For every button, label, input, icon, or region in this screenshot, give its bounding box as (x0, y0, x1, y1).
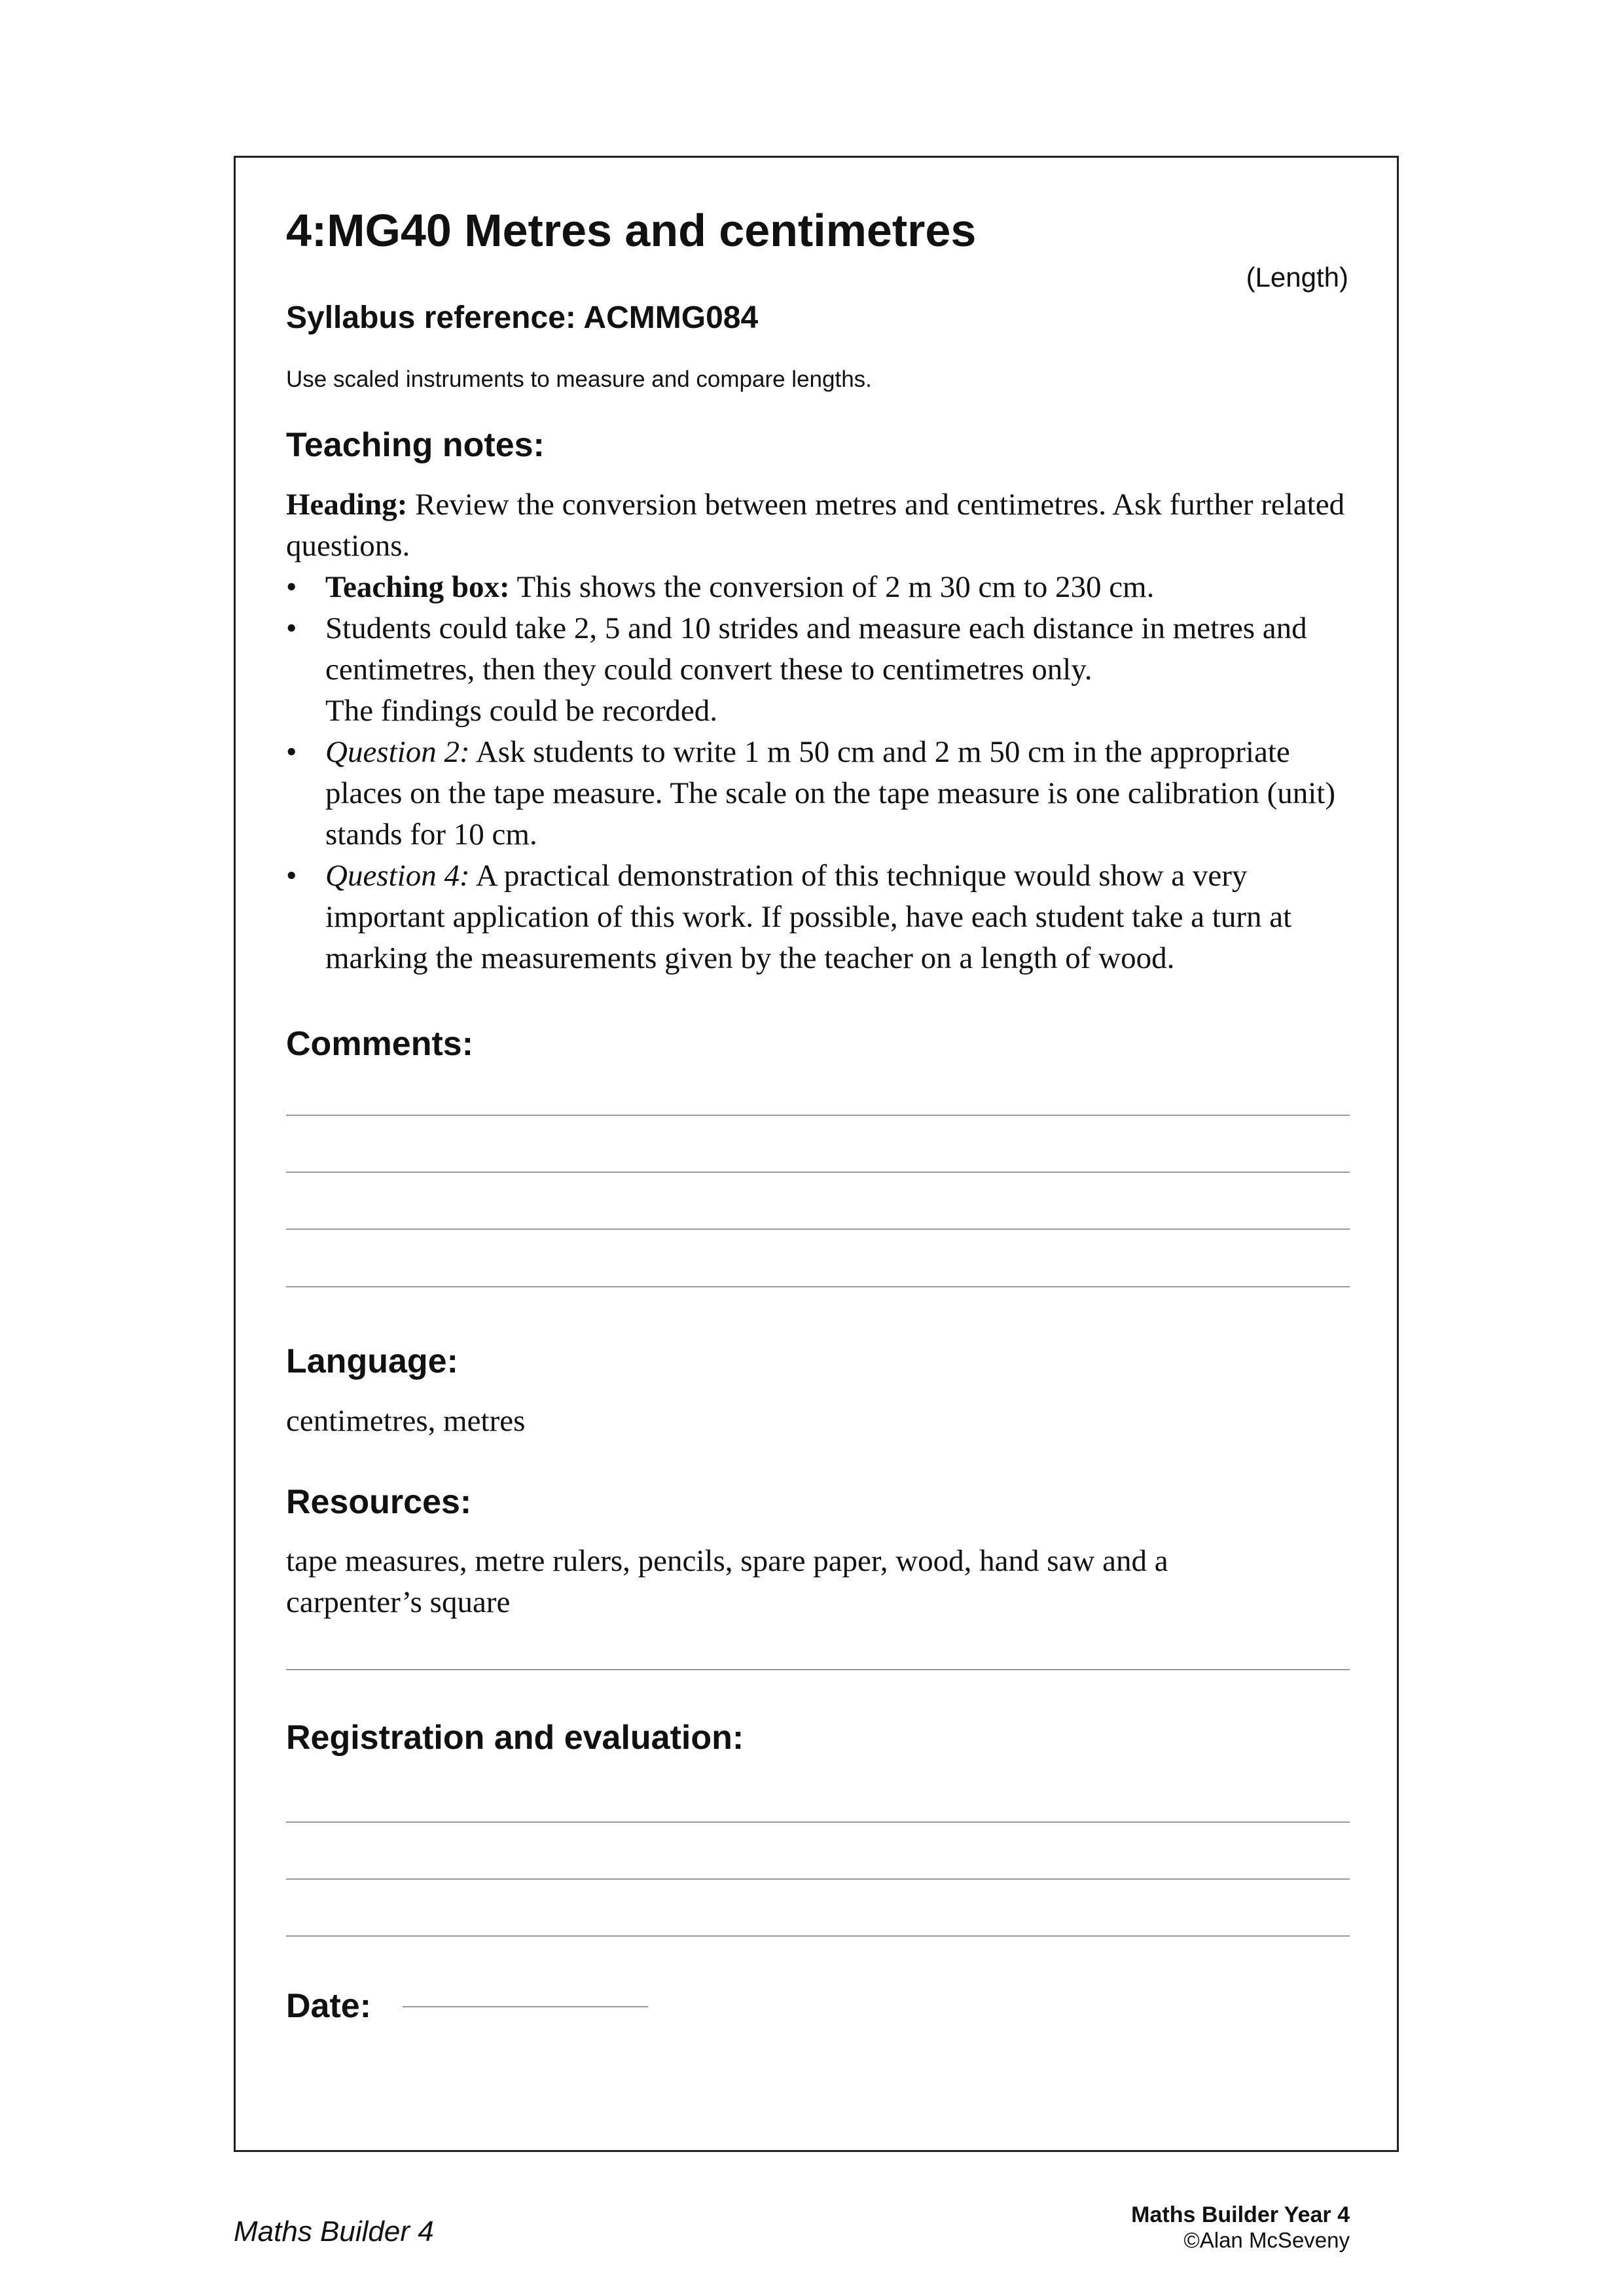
date-label: Date: (286, 1987, 372, 2025)
outcome-text: Use scaled instruments to measure and compare lengths. (286, 367, 872, 392)
topic-label: (Length) (1246, 262, 1348, 293)
bullet-icon: • (286, 570, 297, 604)
comment-line[interactable] (286, 1286, 1350, 1287)
registration-line[interactable] (286, 1878, 1350, 1880)
bullet-icon: • (286, 859, 297, 893)
language-heading: Language: (286, 1342, 458, 1380)
bullet-extra: The findings could be recorded. (325, 694, 718, 728)
footer-credits (1047, 2202, 1350, 2253)
intro-text: Review the conversion between metres and centimetres. Ask further related questions. (286, 488, 1345, 563)
resources-text: tape measures, metre rulers, pencils, spare paper, wood, hand saw and a carpenter’s square (286, 1544, 1168, 1619)
date-field-line[interactable] (403, 2006, 648, 2007)
list-item (286, 855, 1353, 979)
bullet-icon: • (286, 735, 297, 769)
teaching-notes-list (286, 567, 1353, 979)
syllabus-reference: Syllabus reference: ACMMG084 (286, 300, 759, 335)
comment-line[interactable] (286, 1115, 1350, 1116)
footer-copyright: ©Alan McSeveny (1183, 2228, 1350, 2252)
language-text: centimetres, metres (286, 1404, 526, 1438)
bullet-label: Question 4: (325, 859, 470, 893)
registration-line[interactable] (286, 1821, 1350, 1823)
registration-line[interactable] (286, 1935, 1350, 1937)
registration-heading: Registration and evaluation: (286, 1719, 744, 1757)
comments-heading: Comments: (286, 1025, 474, 1063)
list-item (286, 608, 1353, 732)
teaching-notes-heading: Teaching notes: (286, 426, 545, 464)
bullet-text: A practical demonstration of this technique would show a very important application of this work. If possible, have each student take a turn at marking the measurements given by the teacher on a length of wood. (325, 859, 1292, 975)
page-title: 4:MG40 Metres and centimetres (286, 205, 977, 256)
comment-line[interactable] (286, 1172, 1350, 1173)
bullet-text: Students could take 2, 5 and 10 strides and measure each distance in metres and centimetres, then they could convert these to centimetres only. (325, 611, 1307, 687)
teaching-notes-body (286, 484, 1353, 979)
list-item (286, 567, 1353, 608)
bullet-text: Ask students to write 1 m 50 cm and 2 m 50 cm in the appropriate places on the tape measure. The scale on the tape measure is one calibration (unit) stands for 10 cm. (325, 735, 1335, 852)
resources-line[interactable] (286, 1669, 1350, 1670)
footer-book-title: Maths Builder 4 (234, 2215, 434, 2248)
bullet-label: Teaching box: (325, 570, 510, 604)
comment-line[interactable] (286, 1229, 1350, 1230)
list-item (286, 732, 1353, 855)
intro-label: Heading: (286, 488, 408, 522)
resources-heading: Resources: (286, 1483, 472, 1521)
bullet-text: This shows the conversion of 2 m 30 cm to 230 cm. (509, 570, 1155, 604)
bullet-icon: • (286, 611, 297, 645)
teaching-notes-intro (286, 484, 1353, 567)
footer-series-title: Maths Builder Year 4 (1131, 2202, 1350, 2227)
bullet-label: Question 2: (325, 735, 470, 769)
